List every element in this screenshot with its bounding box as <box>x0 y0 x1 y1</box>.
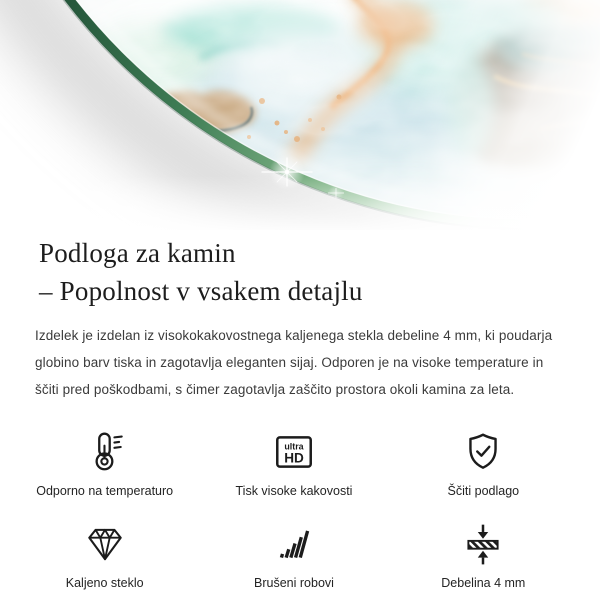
product-image <box>0 0 600 230</box>
feature-label: Ščiti podlago <box>447 484 520 498</box>
ultra-hd-icon <box>271 425 317 475</box>
product-title-line-1: Podloga za kamin <box>39 238 236 268</box>
thickness-icon <box>460 517 506 567</box>
feature-item-print-quality <box>199 425 388 499</box>
thermometer-icon <box>82 425 128 475</box>
feature-label: Odporno na temperaturo <box>36 484 174 498</box>
feature-item-protection <box>389 425 578 499</box>
feature-item-polished-edges <box>199 517 388 591</box>
feature-label: Tisk visoke kakovosti <box>235 484 353 498</box>
product-info-section <box>0 234 600 403</box>
product-title-line-2: – Popolnost v vsakem detajlu <box>39 276 363 306</box>
feature-item-thickness <box>389 517 578 591</box>
product-description: Izdelek je izdelan iz visokokakovostnega kaljenega stekla debeline 4 mm, ki poudarja globino barv tiska in zagotavlja eleganten sijaj. Odporen je na visoke temperature in ščiti pred poškodbami, s čimer zagotavlja zaščito prostora okoli kamina za leta. <box>35 328 553 397</box>
feature-label: Kaljeno steklo <box>65 576 144 590</box>
feature-grid <box>10 425 578 591</box>
ultra-hd-icon-text-bottom: HD <box>284 450 304 466</box>
shield-check-icon <box>460 425 506 475</box>
diamond-icon <box>82 517 128 567</box>
feature-item-temperature <box>10 425 199 499</box>
feature-label: Debelina 4 mm <box>441 576 526 590</box>
feature-label: Brušeni robovi <box>254 576 334 590</box>
product-title <box>39 234 565 310</box>
product-hero <box>0 0 600 230</box>
polished-edges-icon <box>271 517 317 567</box>
feature-item-tempered-glass <box>10 517 199 591</box>
ultra-hd-icon-text-top: ultra <box>284 441 304 452</box>
